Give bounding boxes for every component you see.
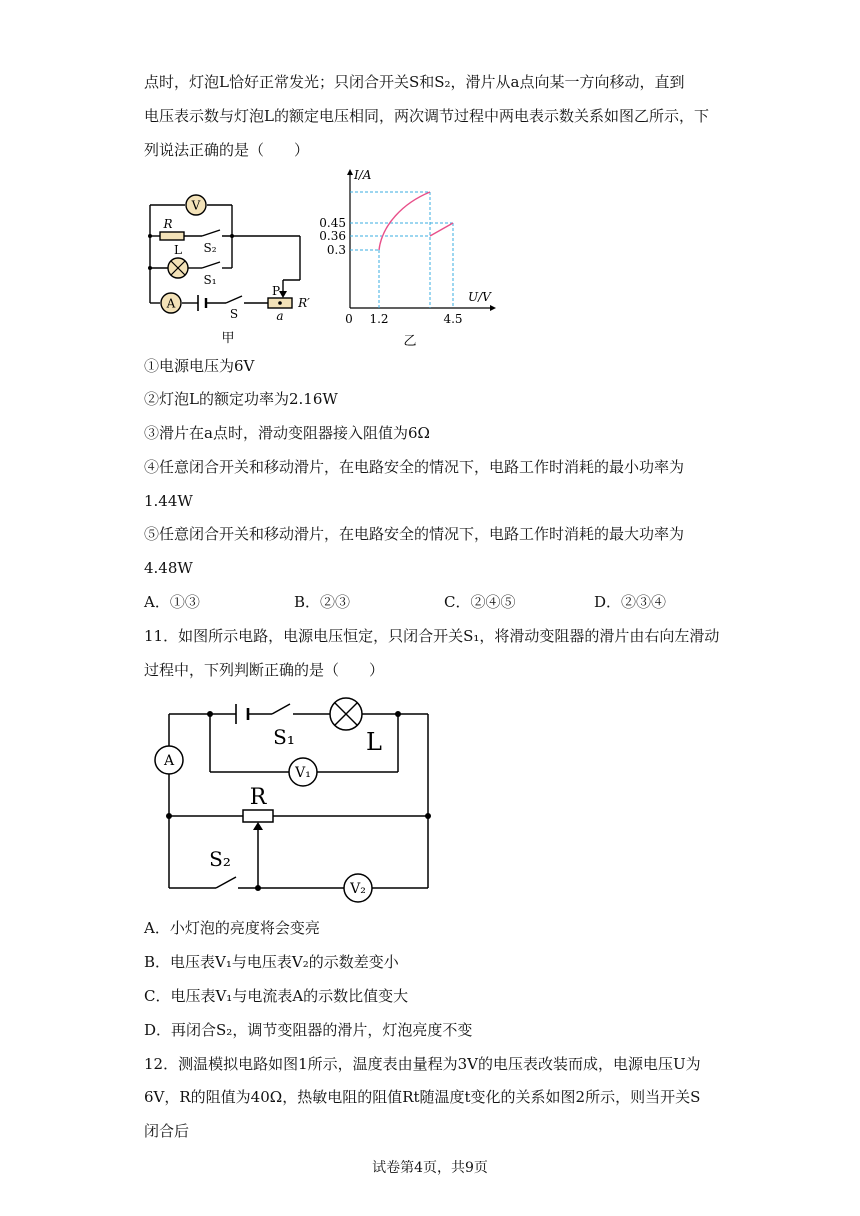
q10-option-b: B．②③ <box>294 593 351 611</box>
q10-stem-line-1: 点时，灯泡L恰好正常发光；只闭合开关S和S₂，滑片从a点向某一方向移动，直到 <box>144 73 685 91</box>
yi-origin: 0 <box>345 312 353 326</box>
q11-option-c: C．电压表V₁与电流表A的示数比值变大 <box>144 987 409 1005</box>
q10-statement-4: ④任意闭合开关和移动滑片，在电路安全的情况下，电路工作时消耗的最小功率为 <box>144 458 685 476</box>
yi-y-axis-label: I/A <box>354 168 372 182</box>
yi-x-axis-label: U/V <box>468 290 491 304</box>
q10-stem-line-2: 电压表示数与灯泡L的额定电压相同，两次调节过程中两电表示数关系如图乙所示，下 <box>144 107 709 125</box>
q11-label-v1: V₁ <box>295 765 311 781</box>
q10-statement-5: ⑤任意闭合开关和移动滑片，在电路安全的情况下，电路工作时消耗的最大功率为 <box>144 525 685 543</box>
jia-label-r: R <box>163 217 173 231</box>
yi-x-tick-45: 4.5 <box>443 312 463 326</box>
q10-statement-5-cont: 4.48W <box>144 559 193 577</box>
q11-option-b: B．电压表V₁与电压表V₂的示数差变小 <box>144 953 399 971</box>
q10-statement-3: ③滑片在a点时，滑动变阻器接入阻值为6Ω <box>144 424 430 442</box>
yi-caption: 乙 <box>403 334 417 349</box>
q11-label-l: L <box>366 728 382 756</box>
q11-label-s2: S₂ <box>209 847 231 871</box>
q10-statement-4-cont: 1.44W <box>144 492 193 510</box>
q11-stem-line-1: 11．如图所示电路，电源电压恒定，只闭合开关S₁，将滑动变阻器的滑片由右向左滑动 <box>144 627 720 645</box>
q12-stem-line-2: 6V，R的阻值为40Ω，热敏电阻的阻值Rt随温度t变化的关系如图2所示，则当开关S <box>144 1088 701 1106</box>
jia-label-s1: S₁ <box>203 273 217 287</box>
q12-stem-line-3: 闭合后 <box>144 1122 190 1140</box>
q10-statement-2: ②灯泡L的额定功率为2.16W <box>144 390 338 408</box>
jia-label-s2: S₂ <box>203 241 217 255</box>
yi-y-tick-036: 0.36 <box>319 229 346 243</box>
yi-y-tick-045: 0.45 <box>319 216 346 230</box>
q11-label-s1: S₁ <box>273 725 295 749</box>
q10-option-d: D．②③④ <box>594 593 667 611</box>
jia-caption: 甲 <box>221 331 235 346</box>
q10-circuit-diagram-jia <box>140 185 320 345</box>
q10-iu-graph-yi <box>318 165 498 350</box>
q11-stem-line-2: 过程中，下列判断正确的是（ ） <box>144 661 385 679</box>
q10-option-c: C．②④⑤ <box>444 593 516 611</box>
q10-statement-1: ①电源电压为6V <box>144 357 255 375</box>
q11-option-d: D．再闭合S₂，调节变阻器的滑片，灯泡亮度不变 <box>144 1021 473 1039</box>
jia-label-p: P <box>271 284 281 298</box>
jia-label-v: V <box>191 198 201 213</box>
jia-label-a-point: a <box>276 309 284 323</box>
jia-label-a: A <box>166 296 176 311</box>
q11-label-a: A <box>163 753 175 769</box>
q10-option-a: A．①③ <box>144 593 200 611</box>
yi-x-tick-12: 1.2 <box>369 312 389 326</box>
q12-stem-line-1: 12．测温模拟电路如图1所示，温度表由量程为3V的电压表改装而成，电源电压U为 <box>144 1055 701 1073</box>
yi-y-tick-03: 0.3 <box>326 243 346 257</box>
page-footer: 试卷第4页，共9页 <box>372 1160 488 1176</box>
q10-stem-line-3: 列说法正确的是（ ） <box>144 141 310 159</box>
q11-circuit-diagram <box>148 700 448 900</box>
jia-label-s: S <box>229 307 239 321</box>
jia-label-rprime: R′ <box>298 296 310 310</box>
q11-label-v2: V₂ <box>350 881 366 897</box>
q11-option-a: A．小灯泡的亮度将会变亮 <box>144 919 320 937</box>
jia-label-l: L <box>174 243 182 257</box>
q11-label-r: R <box>249 785 267 810</box>
